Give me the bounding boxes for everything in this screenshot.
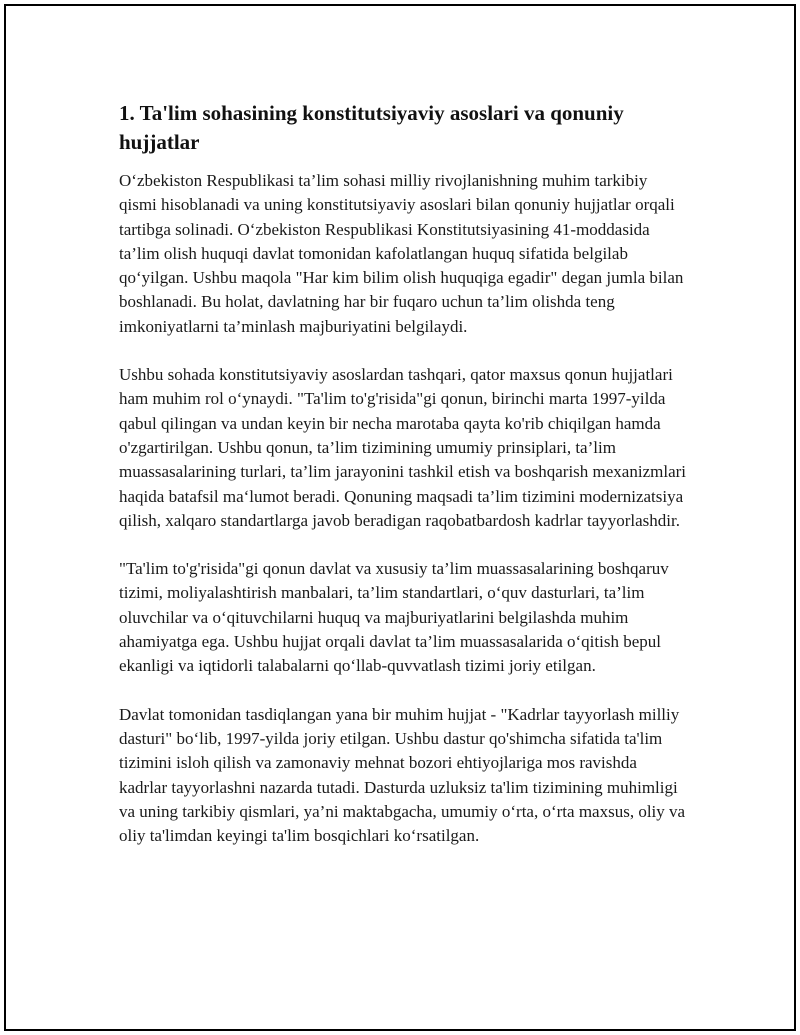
- paragraph-4: Davlat tomonidan tasdiqlangan yana bir muhim hujjat - "Kadrlar tayyorlash milliy dasturi" bo‘lib, 1997-yilda joriy etilgan. Ushbu dastur qo'shimcha sifatida ta'lim tizimini isloh qilish va zamonaviy mehnat bozori ehtiyojlariga mos ravishda kadrlar tayyorlashni nazarda tutadi. Dasturda uzluksiz ta'lim tizimining muhimligi va uning tarkibiy qismlari, ya’ni maktabgacha, umumiy o‘rta, o‘rta maxsus, oliy va oliy ta'limdan keyingi ta'lim bosqichlari ko‘rsatilgan.: [119, 704, 686, 846]
- page-frame: [4, 4, 796, 1031]
- paragraph-1: O‘zbekiston Respublikasi ta’lim sohasi milliy rivojlanishning muhim tarkibiy qismi hisoblanadi va uning konstitutsiyaviy asoslari bilan qonuniy hujjatlar orqali tartibga solinadi. O‘zbekiston Respublikasi Konstitutsiyasining 41-moddasida ta’lim olish huquqi davlat tomonidan kafolatlangan huquq sifatida belgilab qo‘yilgan. Ushbu maqola "Har kim bilim olish huquqiga egadir" degan jumla bilan boshlanadi. Bu holat, davlatning har bir fuqaro uchun ta’lim olishda teng imkoniyatlarni ta’minlash majburiyatini belgilaydi.: [119, 171, 684, 336]
- section-heading: 1. Ta'lim sohasining konstitutsiyaviy asoslari va qonuniy hujjatlar: [119, 101, 624, 154]
- paragraph-2: Ushbu sohada konstitutsiyaviy asoslardan tashqari, qator maxsus qonun hujjatlari ham muhim rol o‘ynaydi. "Ta'lim to'g'risida"gi qonun, birinchi marta 1997-yilda qabul qilingan va undan keyin bir necha marotaba qayta ko'rib chiqilgan hamda o'zgartirilgan. Ushbu qonun, ta’lim tizimining umumiy prinsiplari, ta’lim muassasalarining turlari, ta’lim jarayonini tashkil etish va boshqarish mexanizmlari haqida batafsil ma‘lumot beradi. Qonuning maqsadi ta’lim tizimini modernizatsiya qilish, xalqaro standartlarga javob beradigan raqobatbardosh kadrlar tayyorlashdir.: [119, 365, 686, 530]
- document-body: [119, 99, 689, 872]
- paragraph-3: "Ta'lim to'g'risida"gi qonun davlat va xususiy ta’lim muassasalarining boshqaruv tizimi, moliyalashtirish manbalari, ta’lim standartlari, o‘quv dasturlari, ta’lim oluvchilar va o‘qituvchilarni huquq va majburiyatlarini belgilashda muhim ahamiyatga ega. Ushbu hujjat orqali davlat ta’lim muassasalarida o‘qitish bepul ekanligi va iqtidorli talabalarni qo‘llab-quvvatlash tizimi joriy etilgan.: [119, 559, 669, 676]
